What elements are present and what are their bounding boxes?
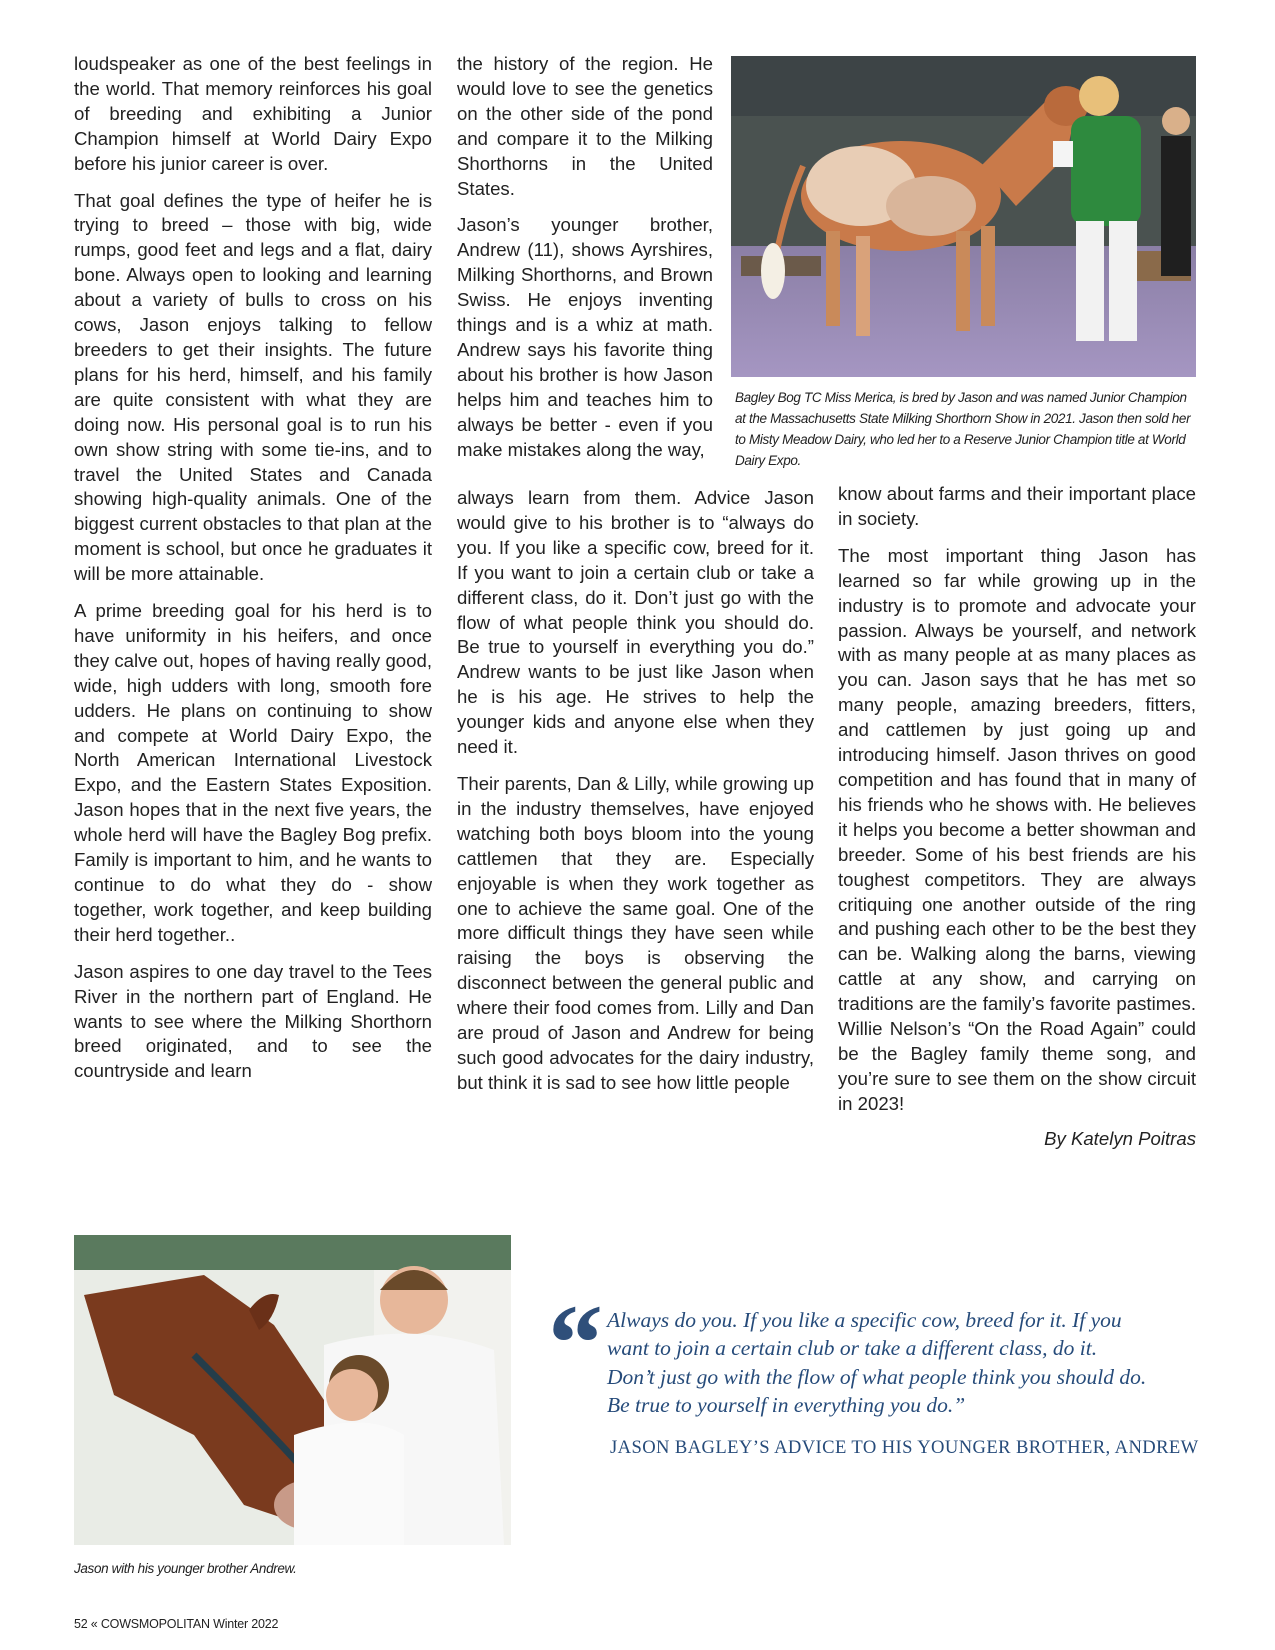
pull-quote-attribution: JASON BAGLEY’S ADVICE TO HIS YOUNGER BROTHER, ANDREW [610, 1437, 1199, 1458]
article-column-2-lower [457, 486, 814, 1096]
heifer-illustration [731, 56, 1196, 377]
bottom-photo-caption: Jason with his younger brother Andrew. [74, 1561, 297, 1576]
paragraph: Jason aspires to one day travel to the Tees River in the northern part of England. He wants to see where the Milking Shorthorn breed originated, and to see the countryside and learn [74, 960, 432, 1082]
page-number: 52 [74, 1617, 88, 1631]
paragraph: always learn from them. Advice Jason would give to his brother is to “always do you. If you like a specific cow, breed for it. If you want to join a certain club or take a different class, do it. Don’t just go with the flow of what people think you should do. Be true to yourself in everything you do.” Andrew wants to be just like Jason when he is his age. He strives to help the younger kids and anyone else when they need it. [457, 487, 814, 758]
paragraph: That goal defines the type of heifer he is trying to breed – those with big, wide rumps, good feet and legs and a flat, dairy bone. Always open to looking and learning about a variety of bulls to cross on his cows, Jason enjoys talking to fellow breeders to get their insights. The future plans for his herd, himself, and his family are quite consistent with what they are doing now. His personal goal is to run his own show string with some tie-ins, and to travel the United States and Canada showing high-quality animals. One of the biggest current obstacles to that plan at the moment is school, but once he graduates it will be more attainable. [74, 189, 432, 585]
article-column-2-upper [457, 52, 713, 463]
byline: By Katelyn Poitras [1044, 1128, 1196, 1149]
top-photo-caption: Bagley Bog TC Miss Merica, is bred by Jason and was named Junior Champion at the Massachusetts State Milking Shorthorn Show in 2021. Jason then sold her to Misty Meadow Dairy, who led her to a Reserve Junior Champion title at World Dairy Expo. [735, 390, 1191, 468]
paragraph: Jason’s younger brother, Andrew (11), shows Ayrshires, Milking Shorthorns, and Brown Swiss. He enjoys inventing things and is a whiz at math. Andrew says his favorite thing about his brother is how Jason helps him and teaches him to always be better - even if you make mistakes along the way, [457, 214, 713, 460]
paragraph: The most important thing Jason has learned so far while growing up in the industry is to promote and advocate your passion. Always be yourself, and network with as many people at as many places as you can. Jason says that he has met so many people, amazing breeders, fitters, and cattlemen by just going up and introducing himself. Jason thrives on good competition and has found that in many of his friends who he shows with. He believes it helps you become a better showman and breeder. Some of his best friends are his toughest competitors. They are always critiquing one another outside of the ring and pushing each other to be the best they can be. Walking along the barns, viewing cattle at any show, and carrying on traditions are the family’s favorite pastimes. Willie Nelson’s “On the Road Again” could be the Bagley family theme song, and you’re sure to see them on the show circuit in 2023! [838, 544, 1196, 1114]
pull-quote: Always do you. If you like a specific cow, breed for it. If you want to join a certain club or take a different class, do it. Don’t just go with the flow of what people think you should do. Be true to yourself in everything you do.” [607, 1308, 1147, 1418]
article-column-3 [838, 482, 1196, 1117]
folio-separator: « [90, 1617, 98, 1631]
quote-mark-icon: “ [548, 1282, 603, 1404]
page-folio [74, 1617, 278, 1631]
brothers-illustration [74, 1235, 511, 1545]
brothers-photo [74, 1235, 511, 1545]
heifer-show-photo [731, 56, 1196, 377]
paragraph: A prime breeding goal for his herd is to have uniformity in his heifers, and once they calve out, hopes of having really good, wide, high udders with long, smooth fore udders. He plans on continuing to show and compete at World Dairy Expo, the North American International Livestock Expo, and the Eastern States Exposition. Jason hopes that in the next five years, the whole herd will have the Bagley Bog prefix. Family is important to him, and he wants to continue to do what they do - show together, work together, and keep building their herd together.. [74, 600, 432, 945]
article-column-1 [74, 52, 432, 1084]
paragraph: the history of the region. He would love to see the genetics on the other side of the pond and compare it to the Milking Shorthorns in the United States. [457, 53, 713, 199]
magazine-name: COWSMOPOLITAN [100, 1617, 210, 1631]
paragraph: know about farms and their important place in society. [838, 483, 1196, 529]
issue-date: Winter 2022 [213, 1617, 279, 1631]
paragraph: Their parents, Dan & Lilly, while growing up in the industry themselves, have enjoyed watching both boys bloom into the young cattlemen that they are. Especially enjoyable is when they work together as one to achieve the same goal. One of the more difficult things they have seen while raising the boys is observing the disconnect between the general public and where their food comes from. Lilly and Dan are proud of Jason and Andrew for being such good advocates for the dairy industry, but think it is sad to see how little people [457, 772, 814, 1093]
paragraph: loudspeaker as one of the best feelings in the world. That memory reinforces his goal of breeding and exhibiting a Junior Champion himself at World Dairy Expo before his junior career is over. [74, 53, 432, 174]
